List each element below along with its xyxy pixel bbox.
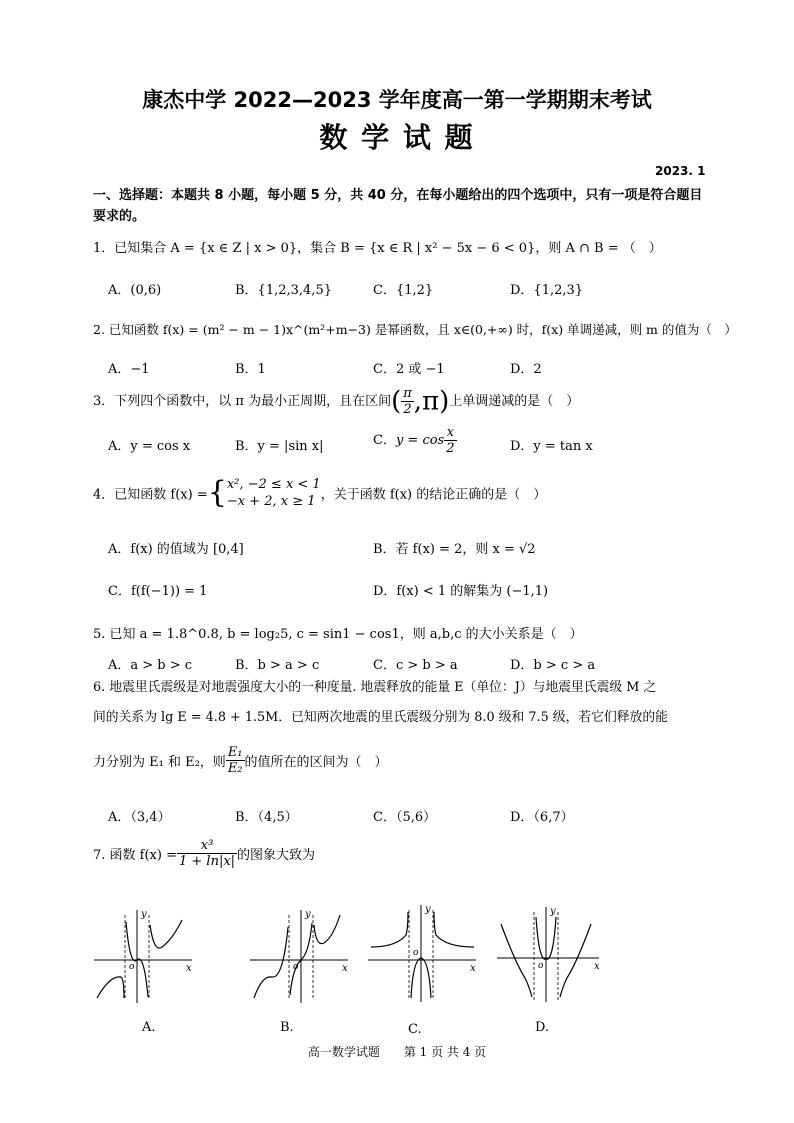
q7-frac-num: x³ xyxy=(177,838,237,854)
q6-line3-b: 的值所在的区间为（ ） xyxy=(244,755,388,770)
q6-fraction xyxy=(226,745,245,776)
section-heading-line1: 一、选择题：本题共 8 小题，每小题 5 分，共 40 分，在每小题给出的四个选项中，只有一项是符合题目 xyxy=(93,188,703,203)
q6-option-b: B．（4,5） xyxy=(235,810,298,825)
graph-b xyxy=(248,905,353,1005)
q3-option-d: D．y = tan x xyxy=(510,439,593,454)
q5-option-a: A．a > b > c xyxy=(108,658,193,673)
q4-brace: { xyxy=(207,475,227,510)
graph-b-y-label: y xyxy=(305,909,311,920)
q2-option-b: B．1 xyxy=(235,362,266,377)
q6-option-c: C．（5,6） xyxy=(373,810,437,825)
question-4-stem xyxy=(93,476,546,510)
q4-case-1: x², −2 ≤ x < 1 xyxy=(226,477,321,492)
graph-a-curve-left xyxy=(97,977,124,998)
graph-d-label: D. xyxy=(535,1020,550,1035)
q6-frac-num: E₁ xyxy=(227,745,243,760)
graph-a-label: A. xyxy=(142,1020,156,1035)
exam-title: 康杰中学 2022—2023 学年度高一第一学期期末考试 xyxy=(142,88,652,112)
q5-option-d: D．b > c > a xyxy=(510,658,596,673)
q6-line3-a: 力分别为 E₁ 和 E₂，则 xyxy=(93,755,226,770)
q4-cases xyxy=(227,476,321,510)
q5-option-b: B．b > a > c xyxy=(235,658,320,673)
q3-option-a: A．y = cos x xyxy=(108,439,191,454)
q4-case-2: −x + 2, x ≥ 1 xyxy=(226,494,316,509)
q5-option-c: C．c > b > a xyxy=(373,658,458,673)
section-heading-line2: 要求的。 xyxy=(93,209,146,224)
exam-date: 2023. 1 xyxy=(655,164,706,178)
q6-frac-den: E₂ xyxy=(227,761,243,776)
graph-d-origin-label: o xyxy=(538,961,544,971)
q2-option-a: A．−1 xyxy=(108,362,150,377)
q6-option-d: D．（6,7） xyxy=(510,810,574,825)
question-6-line1: 6. 地震里氏震级是对地震强度大小的一种度量. 地震释放的能量 E（单位：J）与地震里氏震级 M 之 xyxy=(93,680,657,695)
q1-option-a: A．(0,6) xyxy=(108,283,162,298)
graph-b-origin-label: o xyxy=(293,962,299,972)
q6-option-a: A．（3,4） xyxy=(108,810,171,825)
graph-a-origin-label: o xyxy=(129,962,135,972)
question-2-stem: 2. 已知函数 f(x) = (m² − m − 1)x^(m²+m−3) 是幂函数，且 x∈(0,+∞) 时，f(x) 单调递减，则 m 的值为（ ） xyxy=(93,322,737,337)
question-1-stem: 1．已知集合 A = {x ∈ Z | x > 0}，集合 B = {x ∈ R | x² − 5x − 6 < 0}，则 A ∩ B = （ ） xyxy=(93,241,662,256)
q1-option-d: D．{1,2,3} xyxy=(510,283,584,298)
graph-d-y-label: y xyxy=(550,906,556,917)
q3-option-c-num: x xyxy=(444,425,456,441)
graph-c-y-label: y xyxy=(425,904,431,915)
q4-option-c: C．f(f(−1)) = 1 xyxy=(108,584,208,599)
q3-option-c-fraction xyxy=(444,425,456,456)
q2-option-d: D．2 xyxy=(510,362,542,377)
q3-interval-den: 2 xyxy=(403,402,412,417)
graph-c-curve-right xyxy=(434,912,474,947)
graph-c-x-label: x xyxy=(470,963,476,974)
graph-d-curve-left xyxy=(501,924,532,997)
graph-d-x-label: x xyxy=(594,961,600,972)
graph-d-curve-right xyxy=(560,924,591,997)
q1-option-c: C．{1,2} xyxy=(373,283,434,298)
q3-option-c-den: 2 xyxy=(446,441,455,456)
q3-interval-num: π xyxy=(403,386,412,401)
graph-b-curve-left xyxy=(254,927,288,998)
q1-option-b: B．{1,2,3,4,5} xyxy=(235,283,332,298)
q4-option-d: D．f(x) < 1 的解集为 (−1,1) xyxy=(373,584,549,599)
question-7-stem xyxy=(93,838,315,869)
q3-stem-a: 3．下列四个函数中，以 π 为最小正周期，且在区间 xyxy=(93,394,392,409)
q7-stem-a: 7. 函数 f(x) = xyxy=(93,848,177,863)
q7-fraction xyxy=(177,838,237,869)
q2-option-c: C．2 或 −1 xyxy=(373,362,445,377)
page-footer: 高一数学试题 第 1 页 共 4 页 xyxy=(307,1045,487,1059)
graph-b-label: B. xyxy=(280,1020,294,1035)
graph-b-x-label: x xyxy=(342,963,348,974)
q3-option-c xyxy=(373,425,457,456)
q7-stem-b: 的图象大致为 xyxy=(237,848,316,863)
graph-b-curve-right xyxy=(314,915,340,944)
q4-stem-a: 4．已知函数 f(x) = xyxy=(93,487,208,503)
graph-a-y-label: y xyxy=(141,909,147,920)
q4-option-b: B．若 f(x) = 2，则 x = √2 xyxy=(373,542,536,557)
question-3-stem xyxy=(93,386,579,417)
graph-a xyxy=(92,905,197,1005)
q7-frac-den: 1 + ln|x| xyxy=(178,854,236,869)
graph-c-label: C. xyxy=(408,1022,422,1037)
question-5-stem: 5. 已知 a = 1.8^0.8, b = log₂5, c = sin1 − cos1，则 a,b,c 的大小关系是（ ） xyxy=(93,627,583,642)
graph-a-curve-right xyxy=(150,920,182,948)
q4-option-a: A．f(x) 的值域为 [0,4] xyxy=(108,542,244,557)
graph-c-curve-left xyxy=(371,912,408,947)
q3-interval-fraction xyxy=(401,386,414,417)
question-6-line2: 间的关系为 lg E = 4.8 + 1.5M．已知两次地震的里氏震级分别为 8.0 级和 7.5 级，若它们释放的能 xyxy=(93,710,668,725)
graph-c-origin-label: o xyxy=(413,948,419,958)
q3-option-c-label: C． xyxy=(373,433,396,448)
q3-stem-b: 上单调递减的是（ ） xyxy=(449,394,580,409)
q3-interval-rest: ,π) xyxy=(413,386,450,417)
q3-interval-open: ( xyxy=(391,386,402,417)
exam-subtitle: 数 学 试 题 xyxy=(319,121,475,154)
graph-a-x-label: x xyxy=(186,963,192,974)
q4-stem-b: ，关于函数 f(x) 的结论正确的是（ ） xyxy=(320,487,547,503)
q3-option-b: B．y = |sin x| xyxy=(235,439,324,454)
q3-option-c-prefix: y = cos xyxy=(395,433,445,448)
graph-c xyxy=(366,900,481,1005)
graph-d xyxy=(495,902,603,1005)
question-6-line3 xyxy=(93,745,388,776)
